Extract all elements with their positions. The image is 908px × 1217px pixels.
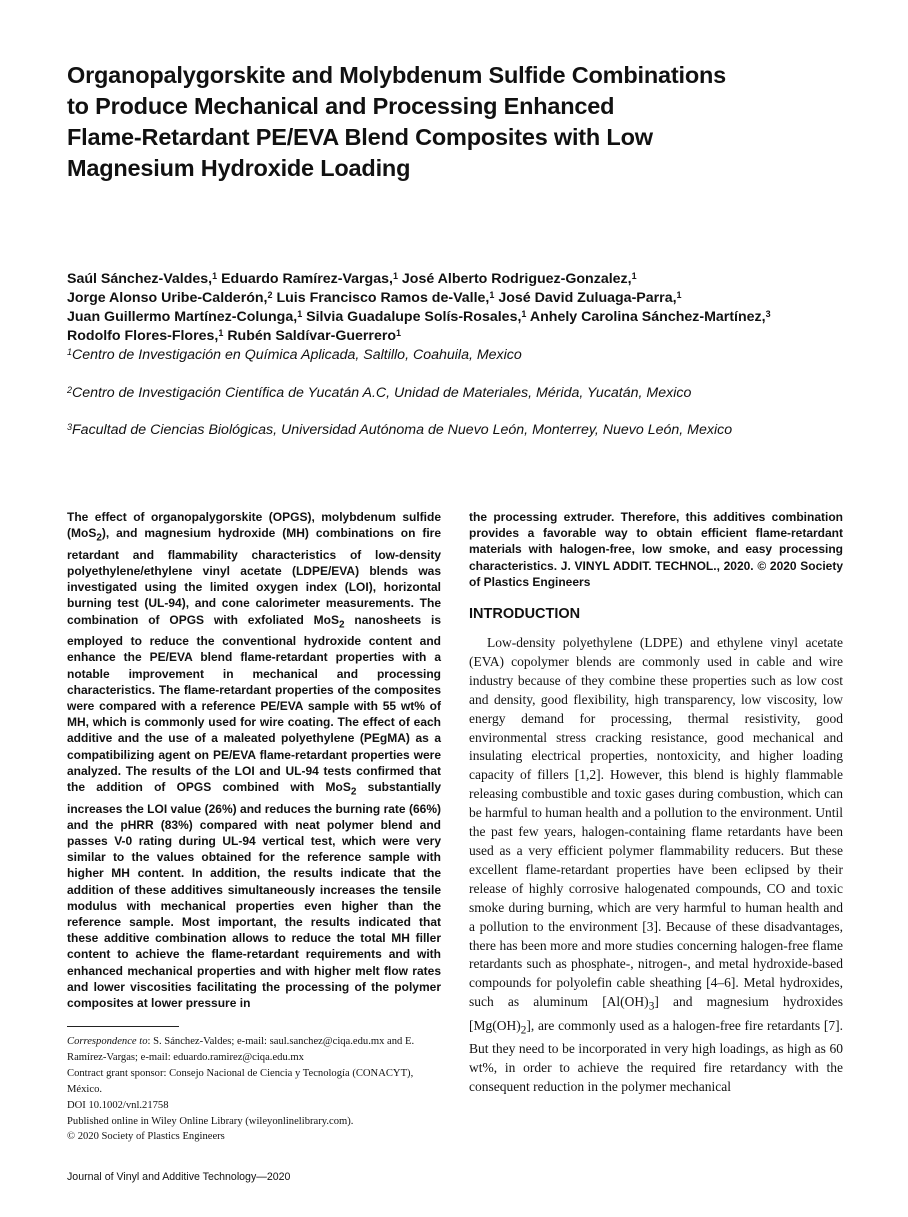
- author: Juan Guillermo Martínez-Colunga,: [67, 309, 298, 325]
- author: Rubén Saldívar-Guerrero: [227, 328, 397, 344]
- abstract-column-1: The effect of organopalygorskite (OPGS), molybdenum sulfide (MoS$_2$), and magnesium hydroxide (MH) combinations on fire retardant and flammability characteristics of low-density polyethylene/ethylene vinyl acetate (LDPE/EVA) blends was investigated using the limited oxygen index (LOI), horizontal burning test (UL-94), and cone calorimeter measurements. The combination of OPGS with exfoliated MoS$_2$ nanosheets is employed to reduce the conventional hydroxide content and enhance the PE/EVA blend flame-retardant properties with a notable improvement in mechanical and processing characteristics. The flame-retardant properties of the composites were compared with a reference PE/EVA sample with 55 wt% of MH, which is commonly used for wire coating. The effect of each additive and the use of a maleated polyethylene (PEgMA) as a compatibilizing agent on PE/EVA flame-retardant properties were analyzed. The results of the LOI and UL-94 tests confirmed that the addition of OPGS combined with MoS$_2$ substantially increases the LOI value (26%) and reduces the burning rate (66%) and the pHRR (83%) compared with neat polymer blend and passes V-0 rating during UL-94 vertical test, which were very similar to the values obtained for the reference sample with higher MH content. In addition, the results indicate that the addition of these additives simultaneously increases the tensile modulus with mechanical properties even higher than the reference sample. Most important, the results indicated that these additive combination allows to reduce the total MH filler content to achieve the flame-retardant requirements and with enhanced mechanical properties and with higher melt flow rates and lower viscosities facilitating the processing of the polymer composites at lower pressure in: [67, 510, 441, 1011]
- paper-title: [67, 60, 857, 184]
- title-line: to Produce Mechanical and Processing Enhanced: [67, 93, 615, 119]
- author: Anhely Carolina Sánchez-Martínez,: [529, 309, 766, 325]
- introduction-paragraph: Low-density polyethylene (LDPE) and ethylene vinyl acetate (EVA) copolymer blends are commonly used in cable and wire industry because of they combine these properties such as low cost and density, good flexibility, high transparency, low viscosity, low energy demand for processing, thermal resistivity, good environmental stress cracking resistance, good mechanical and insulating electrical properties, nontoxicity, and higher loading capacity of fillers [1,2]. However, this blend is highly flammable releasing combustible and toxic gases during combustion, which can be harmful to human health and a pollution to the environment. Until the past few years, halogen-containing flame retardants have been used as a very efficient polymer flammability reducers. But these excellent flame-retardant properties have been eclipsed by their release of highly corrosive halogenated compounds, CO and toxic smoke during burning, which are very harmful to human health and a pollution to the environment [3]. Because of these disadvantages, there has been more and more studies concerning halogen-free flame retardants such as phosphate-, nitrogen-, and metal hydroxide-based compounds for polyolefin cable sheathing [4–6]. Metal hydroxides, such as aluminum $[Al(OH)_3]$ and magnesium hydroxides $[Mg(OH)_2]$, are commonly used as a halogen-free fire retardants [7]. But they need to be incorporated in very high loadings, as high as 60 wt%, in order to achieve the required fire retardancy with the consequent reduction in the polymer mechanical: [469, 635, 843, 1095]
- author: Jorge Alonso Uribe-Calderón,: [67, 290, 268, 306]
- affiliation-3: $^3$Facultad de Ciencias Biológicas, Universidad Autónoma de Nuevo León, Monterrey, Nuevo León, Mexico: [67, 422, 733, 438]
- section-heading-introduction: INTRODUCTION: [469, 606, 581, 622]
- affiliation-2: $^2$Centro de Investigación Científica de Yucatán A.C, Unidad de Materiales, Mérida, Yucatán, Mexico: [67, 385, 692, 401]
- author: Eduardo Ramírez-Vargas,: [221, 271, 393, 287]
- author: José Alberto Rodriguez-Gonzalez,: [401, 271, 632, 287]
- footnote-doi: DOI 10.1002/vnl.21758: [67, 1099, 169, 1111]
- footnote-copyright: © 2020 Society of Plastics Engineers: [67, 1131, 225, 1143]
- author-line: Rodolfo Flores-Flores,$^1$ Rubén Saldívar-Guerrero$^1$: [67, 328, 402, 344]
- author: Luis Francisco Ramos de-Valle,: [276, 290, 490, 306]
- author: Silvia Guadalupe Solís-Rosales,: [306, 309, 522, 325]
- title-line: Flame-Retardant PE/EVA Blend Composites with Low: [67, 124, 653, 150]
- footnote-grant: Contract grant sponsor: Consejo Nacional de Ciencia y Tecnología (CONACYT), México.: [67, 1067, 414, 1095]
- author-line: Juan Guillermo Martínez-Colunga,$^1$ Silvia Guadalupe Solís-Rosales,$^1$ Anhely Carolina Sánchez-Martínez,$^3$: [67, 309, 771, 325]
- abstract-column-2: the processing extruder. Therefore, this additives combination provides a favorable way to obtain efficient flame-retardant materials with halogen-free, low smoke, and easy processing characteristics. J. VINYL ADDIT. TECHNOL., 2020. © 2020 Society of Plastics Engineers: [469, 510, 843, 589]
- author-line: Jorge Alonso Uribe-Calderón,$^2$ Luis Francisco Ramos de-Valle,$^1$ José David Zuluaga-Parra,$^1$: [67, 290, 682, 306]
- author-line: Saúl Sánchez-Valdes,$^1$ Eduardo Ramírez-Vargas,$^1$ José Alberto Rodriguez-Gonzalez,$^1$: [67, 271, 637, 287]
- footnote: [67, 1034, 441, 1145]
- author: Saúl Sánchez-Valdes,: [67, 271, 213, 287]
- affiliation-1: $^1$Centro de Investigación en Química Aplicada, Saltillo, Coahuila, Mexico: [67, 347, 522, 363]
- footnote-correspondence: Correspondence to: S. Sánchez-Valdes; e-mail: saul.sanchez@ciqa.edu.mx and E. Ramírez-Vargas; e-mail: eduardo.ramirez@ciqa.edu.mx: [67, 1036, 415, 1063]
- author-list: [67, 270, 887, 346]
- footnote-published: Published online in Wiley Online Library (wileyonlinelibrary.com).: [67, 1115, 354, 1127]
- title-line: Organopalygorskite and Molybdenum Sulfide Combinations: [67, 62, 727, 88]
- journal-footer: Journal of Vinyl and Additive Technology—2020: [67, 1171, 291, 1183]
- footnote-divider: [67, 1026, 179, 1027]
- title-line: Magnesium Hydroxide Loading: [67, 155, 411, 181]
- author: José David Zuluaga-Parra,: [498, 290, 677, 306]
- author: Rodolfo Flores-Flores,: [67, 328, 219, 344]
